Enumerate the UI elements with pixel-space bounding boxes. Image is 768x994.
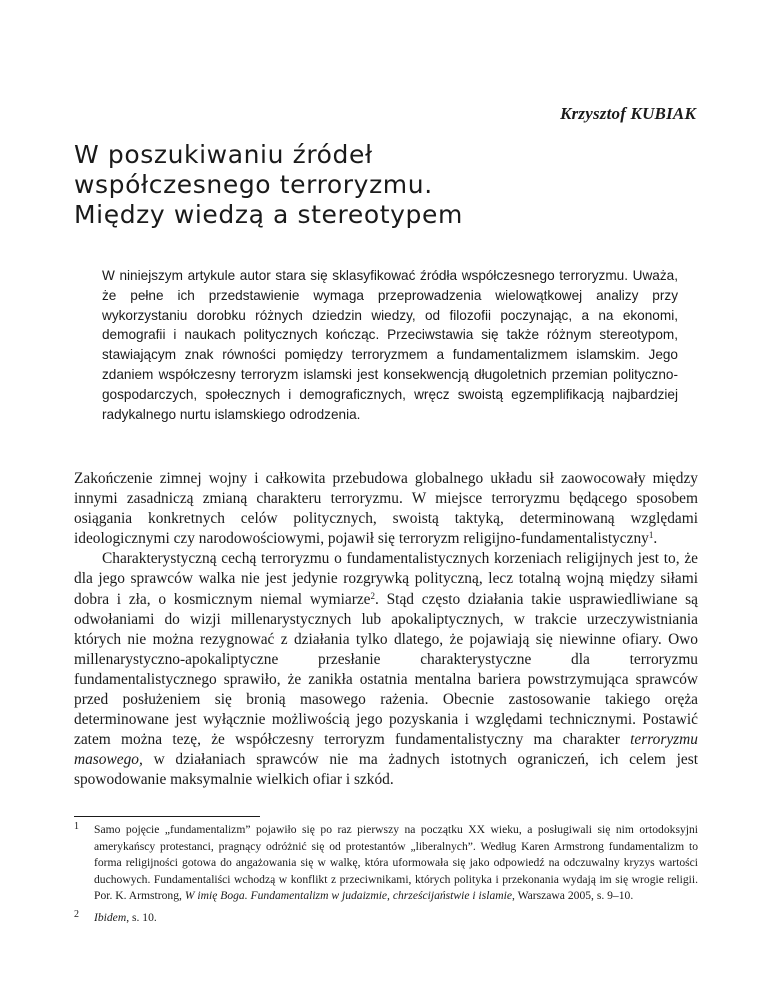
footnote-2-text bbox=[94, 910, 698, 927]
paragraph-2-part-1: Charakterystyczną cechą terroryzmu o fundamentalistycznych korzeniach religijnych jest to, że dla jego sprawców walka nie jest jedynie rozgrywką polityczną, lecz totalną wojną między siłami dobra i zła, o kosmicznym niemal wymiarze bbox=[74, 550, 698, 608]
paragraph-2-part-2: . Stąd często działania takie usprawiedliwiane są odwołaniami do wizji millenarystycznych lub apokaliptycznych, w trakcie urzeczywistniania których nie można rezygnować z działania tylko dlatego, że pojawiają się niewinne ofiary. Owo millenarystyczno-apokaliptyczne przesłanie charakterystyczne dla terroryzmu fundamentalistycznego sprawiło, że zanikła ostatnia mentalna bariera powstrzymująca sprawców przed posłużeniem się bronią masowego rażenia. Obecnie zastosowanie takiego oręża determinowane jest wyłącznie możliwością jego pozyskania i względami technicznymi. Postawić zatem można tezę, że współczesny terroryzm fundamentalistyczny ma charakter bbox=[74, 590, 699, 749]
title-line-2: współczesnego terroryzmu. bbox=[74, 170, 433, 199]
footnote-divider bbox=[74, 816, 260, 817]
footnote-1-text bbox=[94, 822, 698, 905]
footnote-ref-1[interactable]: 1 bbox=[648, 530, 654, 541]
abstract: W niniejszym artykule autor stara się sklasyfikować źródła współczesnego terroryzmu. Uważa, że pełne ich przedstawienie wymaga przeprowadzenia wielowątkowej analizy przy wykorzystaniu dorobku różnych dziedzin wiedzy, od filozofii poczynając, a na ekonomi, demografii i naukach politycznych kończąc. Przeciwstawia się także różnym stereotypom, stawiającym znak równości pomiędzy terroryzmem a fundamentalizmem islamskim. Jego zdaniem współczesny terroryzm islamski jest konsekwencją długoletnich przemian polityczno-gospodarczych, społecznych i demograficznych, wręcz swoistą egzemplifikacją najbardziej radykalnego nurtu islamskiego odrodzenia. bbox=[102, 268, 678, 422]
footnote-2-number: 2 bbox=[74, 908, 79, 920]
article-title bbox=[74, 140, 694, 230]
footnote-1 bbox=[74, 822, 698, 905]
author-name: Krzysztof KUBIAK bbox=[560, 104, 696, 123]
body-paragraph-1 bbox=[74, 469, 698, 549]
body-paragraph-2 bbox=[74, 549, 698, 790]
footnote-1-body: Samo pojęcie „fundamentalizm” pojawiło się po raz pierwszy na początku XX wieku, a posługiwali się nim ortodoksyjni amerykańscy protestanci, pragnący odróżnić się od protestantów „liberalnych”. Według Karen Armstrong fundamentalizm to forma religijności gotowa do angażowania się w walkę, która uformowała się jako odpowiedź na odczuwalny kryzys wartości duchowych. Fundamentaliści wchodzą w konflikt z przeciwnikami, których polityka i przekonania wydają im się wrogie religii. Por. K. Armstrong, bbox=[94, 823, 698, 903]
footnote-1-book-title: W imię Boga. Fundamentalizm w judaizmie, chrześcijaństwie i islamie bbox=[184, 889, 513, 903]
footnote-1-end: , Warszawa 2005, s. 9–10. bbox=[512, 889, 634, 903]
title-line-1: W poszukiwaniu źródeł bbox=[74, 140, 373, 169]
title-line-3: Między wiedzą a stereotypem bbox=[74, 200, 463, 229]
paragraph-1-end: . bbox=[653, 530, 658, 548]
paragraph-2-emphasis: terroryzmu masowego, bbox=[74, 731, 698, 769]
paragraph-2-part-3: w działaniach sprawców nie ma żadnych istotnych ograniczeń, ich celem jest spowodowanie maksymalnie wielkich ofiar i szkód. bbox=[74, 751, 698, 789]
footnote-1-number: 1 bbox=[74, 821, 79, 832]
footnote-2 bbox=[74, 910, 698, 927]
footnotes bbox=[74, 822, 698, 927]
footnote-2-end: , s. 10. bbox=[126, 910, 157, 924]
footnote-2-ref: Ibidem bbox=[94, 910, 127, 924]
footnote-ref-2[interactable]: 2 bbox=[370, 590, 376, 601]
article-body bbox=[74, 469, 698, 791]
paragraph-1-text: Zakończenie zimnej wojny i całkowita przebudowa globalnego układu sił zaowocowały między innymi zasadniczą zmianą charakteru terroryzmu. W miejsce terroryzmu będącego sposobem osiągania konkretnych celów politycznych, swoistą taktyką, determinowaną względami ideologicznymi czy narodowościowymi, pojawił się terroryzm religijno-fundamentalistyczny bbox=[74, 470, 698, 548]
